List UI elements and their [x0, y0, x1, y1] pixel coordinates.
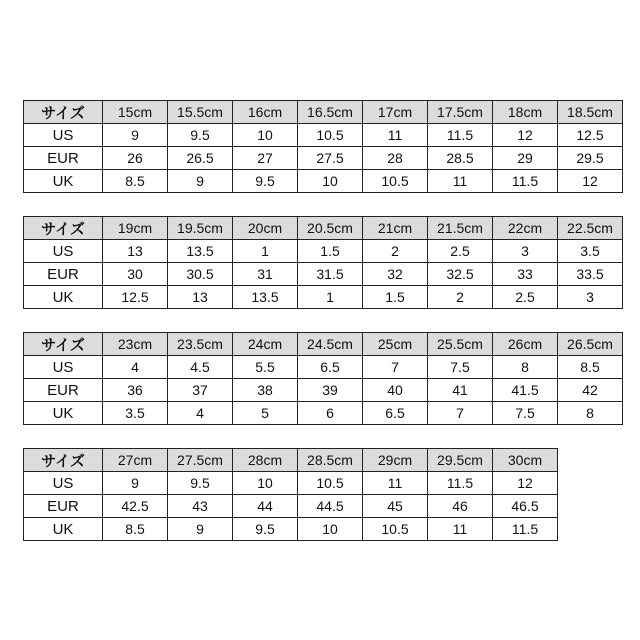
size-value-cell: 29 — [493, 147, 558, 170]
size-value-cell: 2.5 — [493, 286, 558, 309]
size-value-cell: 9.5 — [168, 124, 233, 147]
size-cm-cell: 30cm — [493, 449, 558, 472]
size-table-2 — [23, 216, 623, 309]
table-row-eur — [24, 147, 623, 170]
size-value-cell: 4 — [103, 356, 168, 379]
size-value-cell: 12.5 — [103, 286, 168, 309]
size-cm-cell: 26cm — [493, 333, 558, 356]
size-value-cell: 26 — [103, 147, 168, 170]
size-value-cell: 31 — [233, 263, 298, 286]
table-row-eur — [24, 379, 623, 402]
table-row-us — [24, 240, 623, 263]
size-value-cell: 13.5 — [168, 240, 233, 263]
size-value-cell: 6.5 — [363, 402, 428, 425]
size-value-cell: 9 — [168, 518, 233, 541]
size-cm-cell: 22.5cm — [558, 217, 623, 240]
size-cm-cell: 21cm — [363, 217, 428, 240]
size-value-cell: 11 — [428, 518, 493, 541]
size-value-cell: 7 — [363, 356, 428, 379]
row-label: EUR — [24, 147, 103, 170]
size-value-cell: 9 — [103, 472, 168, 495]
size-cm-cell: 24cm — [233, 333, 298, 356]
size-value-cell: 9.5 — [233, 518, 298, 541]
size-value-cell: 41 — [428, 379, 493, 402]
size-cm-cell: 20.5cm — [298, 217, 363, 240]
row-label: UK — [24, 402, 103, 425]
size-cm-cell: 17cm — [363, 101, 428, 124]
size-value-cell: 1.5 — [298, 240, 363, 263]
size-value-cell: 32.5 — [428, 263, 493, 286]
size-cm-cell: 24.5cm — [298, 333, 363, 356]
size-value-cell: 5 — [233, 402, 298, 425]
size-value-cell: 10 — [298, 518, 363, 541]
size-value-cell: 12.5 — [558, 124, 623, 147]
row-label: UK — [24, 286, 103, 309]
row-label: US — [24, 240, 103, 263]
table-row-uk — [24, 170, 623, 193]
size-value-cell: 10.5 — [298, 124, 363, 147]
size-value-cell: 10.5 — [363, 518, 428, 541]
size-value-cell: 41.5 — [493, 379, 558, 402]
size-value-cell: 12 — [493, 124, 558, 147]
table-row-us — [24, 472, 558, 495]
row-label: EUR — [24, 495, 103, 518]
size-value-cell: 2 — [363, 240, 428, 263]
table-row-eur — [24, 495, 558, 518]
size-value-cell: 3.5 — [103, 402, 168, 425]
size-value-cell: 29.5 — [558, 147, 623, 170]
size-value-cell: 43 — [168, 495, 233, 518]
size-header-row — [24, 101, 623, 124]
size-value-cell: 10 — [233, 472, 298, 495]
row-label: EUR — [24, 263, 103, 286]
size-value-cell: 11.5 — [428, 124, 493, 147]
size-value-cell: 4 — [168, 402, 233, 425]
table-row-uk — [24, 286, 623, 309]
size-header-label: サイズ — [24, 101, 103, 124]
size-cm-cell: 23cm — [103, 333, 168, 356]
size-value-cell: 9 — [103, 124, 168, 147]
size-cm-cell: 29cm — [363, 449, 428, 472]
size-value-cell: 12 — [493, 472, 558, 495]
table-row-us — [24, 124, 623, 147]
size-header-row — [24, 333, 623, 356]
size-value-cell: 46.5 — [493, 495, 558, 518]
size-value-cell: 42.5 — [103, 495, 168, 518]
size-value-cell: 11.5 — [493, 518, 558, 541]
size-table-1 — [23, 100, 623, 193]
size-value-cell: 11 — [428, 170, 493, 193]
size-header-label: サイズ — [24, 449, 103, 472]
size-table-4 — [23, 448, 558, 541]
size-value-cell: 13 — [168, 286, 233, 309]
size-value-cell: 1.5 — [363, 286, 428, 309]
row-label: UK — [24, 170, 103, 193]
size-value-cell: 46 — [428, 495, 493, 518]
size-cm-cell: 26.5cm — [558, 333, 623, 356]
table-row-us — [24, 356, 623, 379]
size-value-cell: 33 — [493, 263, 558, 286]
size-value-cell: 8.5 — [558, 356, 623, 379]
size-value-cell: 42 — [558, 379, 623, 402]
size-value-cell: 12 — [558, 170, 623, 193]
row-label: US — [24, 356, 103, 379]
size-header-label: サイズ — [24, 333, 103, 356]
size-header-row — [24, 217, 623, 240]
size-value-cell: 26.5 — [168, 147, 233, 170]
size-value-cell: 4.5 — [168, 356, 233, 379]
size-value-cell: 28.5 — [428, 147, 493, 170]
size-value-cell: 11 — [363, 124, 428, 147]
size-cm-cell: 16.5cm — [298, 101, 363, 124]
size-cm-cell: 21.5cm — [428, 217, 493, 240]
size-table-3 — [23, 332, 623, 425]
size-value-cell: 44 — [233, 495, 298, 518]
size-cm-cell: 23.5cm — [168, 333, 233, 356]
size-cm-cell: 27cm — [103, 449, 168, 472]
size-cm-cell: 18cm — [493, 101, 558, 124]
size-cm-cell: 19cm — [103, 217, 168, 240]
size-cm-cell: 25cm — [363, 333, 428, 356]
size-value-cell: 9.5 — [233, 170, 298, 193]
size-header-row — [24, 449, 558, 472]
size-value-cell: 6 — [298, 402, 363, 425]
size-value-cell: 3.5 — [558, 240, 623, 263]
size-value-cell: 7.5 — [493, 402, 558, 425]
table-row-uk — [24, 518, 558, 541]
size-value-cell: 45 — [363, 495, 428, 518]
size-value-cell: 33.5 — [558, 263, 623, 286]
size-value-cell: 36 — [103, 379, 168, 402]
size-cm-cell: 28cm — [233, 449, 298, 472]
size-cm-cell: 22cm — [493, 217, 558, 240]
size-value-cell: 44.5 — [298, 495, 363, 518]
size-value-cell: 3 — [558, 286, 623, 309]
size-cm-cell: 25.5cm — [428, 333, 493, 356]
size-value-cell: 11 — [363, 472, 428, 495]
row-label: US — [24, 472, 103, 495]
size-value-cell: 30 — [103, 263, 168, 286]
size-value-cell: 10 — [233, 124, 298, 147]
size-value-cell: 8.5 — [103, 518, 168, 541]
size-cm-cell: 15.5cm — [168, 101, 233, 124]
size-value-cell: 11.5 — [493, 170, 558, 193]
size-value-cell: 10.5 — [363, 170, 428, 193]
size-value-cell: 9 — [168, 170, 233, 193]
size-cm-cell: 17.5cm — [428, 101, 493, 124]
size-value-cell: 37 — [168, 379, 233, 402]
size-value-cell: 5.5 — [233, 356, 298, 379]
size-cm-cell: 27.5cm — [168, 449, 233, 472]
size-value-cell: 11.5 — [428, 472, 493, 495]
size-value-cell: 8 — [493, 356, 558, 379]
size-value-cell: 7.5 — [428, 356, 493, 379]
size-cm-cell: 16cm — [233, 101, 298, 124]
size-value-cell: 13 — [103, 240, 168, 263]
size-cm-cell: 19.5cm — [168, 217, 233, 240]
size-value-cell: 2 — [428, 286, 493, 309]
row-label: UK — [24, 518, 103, 541]
size-value-cell: 27.5 — [298, 147, 363, 170]
size-value-cell: 31.5 — [298, 263, 363, 286]
size-value-cell: 7 — [428, 402, 493, 425]
size-value-cell: 27 — [233, 147, 298, 170]
size-value-cell: 8 — [558, 402, 623, 425]
size-value-cell: 38 — [233, 379, 298, 402]
row-label: US — [24, 124, 103, 147]
size-cm-cell: 28.5cm — [298, 449, 363, 472]
table-row-eur — [24, 263, 623, 286]
size-value-cell: 40 — [363, 379, 428, 402]
size-value-cell: 32 — [363, 263, 428, 286]
size-value-cell: 8.5 — [103, 170, 168, 193]
size-value-cell: 30.5 — [168, 263, 233, 286]
size-cm-cell: 20cm — [233, 217, 298, 240]
size-value-cell: 9.5 — [168, 472, 233, 495]
size-header-label: サイズ — [24, 217, 103, 240]
size-value-cell: 10 — [298, 170, 363, 193]
size-cm-cell: 15cm — [103, 101, 168, 124]
row-label: EUR — [24, 379, 103, 402]
size-value-cell: 1 — [233, 240, 298, 263]
size-value-cell: 10.5 — [298, 472, 363, 495]
size-value-cell: 13.5 — [233, 286, 298, 309]
size-value-cell: 1 — [298, 286, 363, 309]
size-cm-cell: 29.5cm — [428, 449, 493, 472]
size-value-cell: 6.5 — [298, 356, 363, 379]
size-value-cell: 2.5 — [428, 240, 493, 263]
size-value-cell: 3 — [493, 240, 558, 263]
table-row-uk — [24, 402, 623, 425]
size-value-cell: 39 — [298, 379, 363, 402]
size-cm-cell: 18.5cm — [558, 101, 623, 124]
size-value-cell: 28 — [363, 147, 428, 170]
